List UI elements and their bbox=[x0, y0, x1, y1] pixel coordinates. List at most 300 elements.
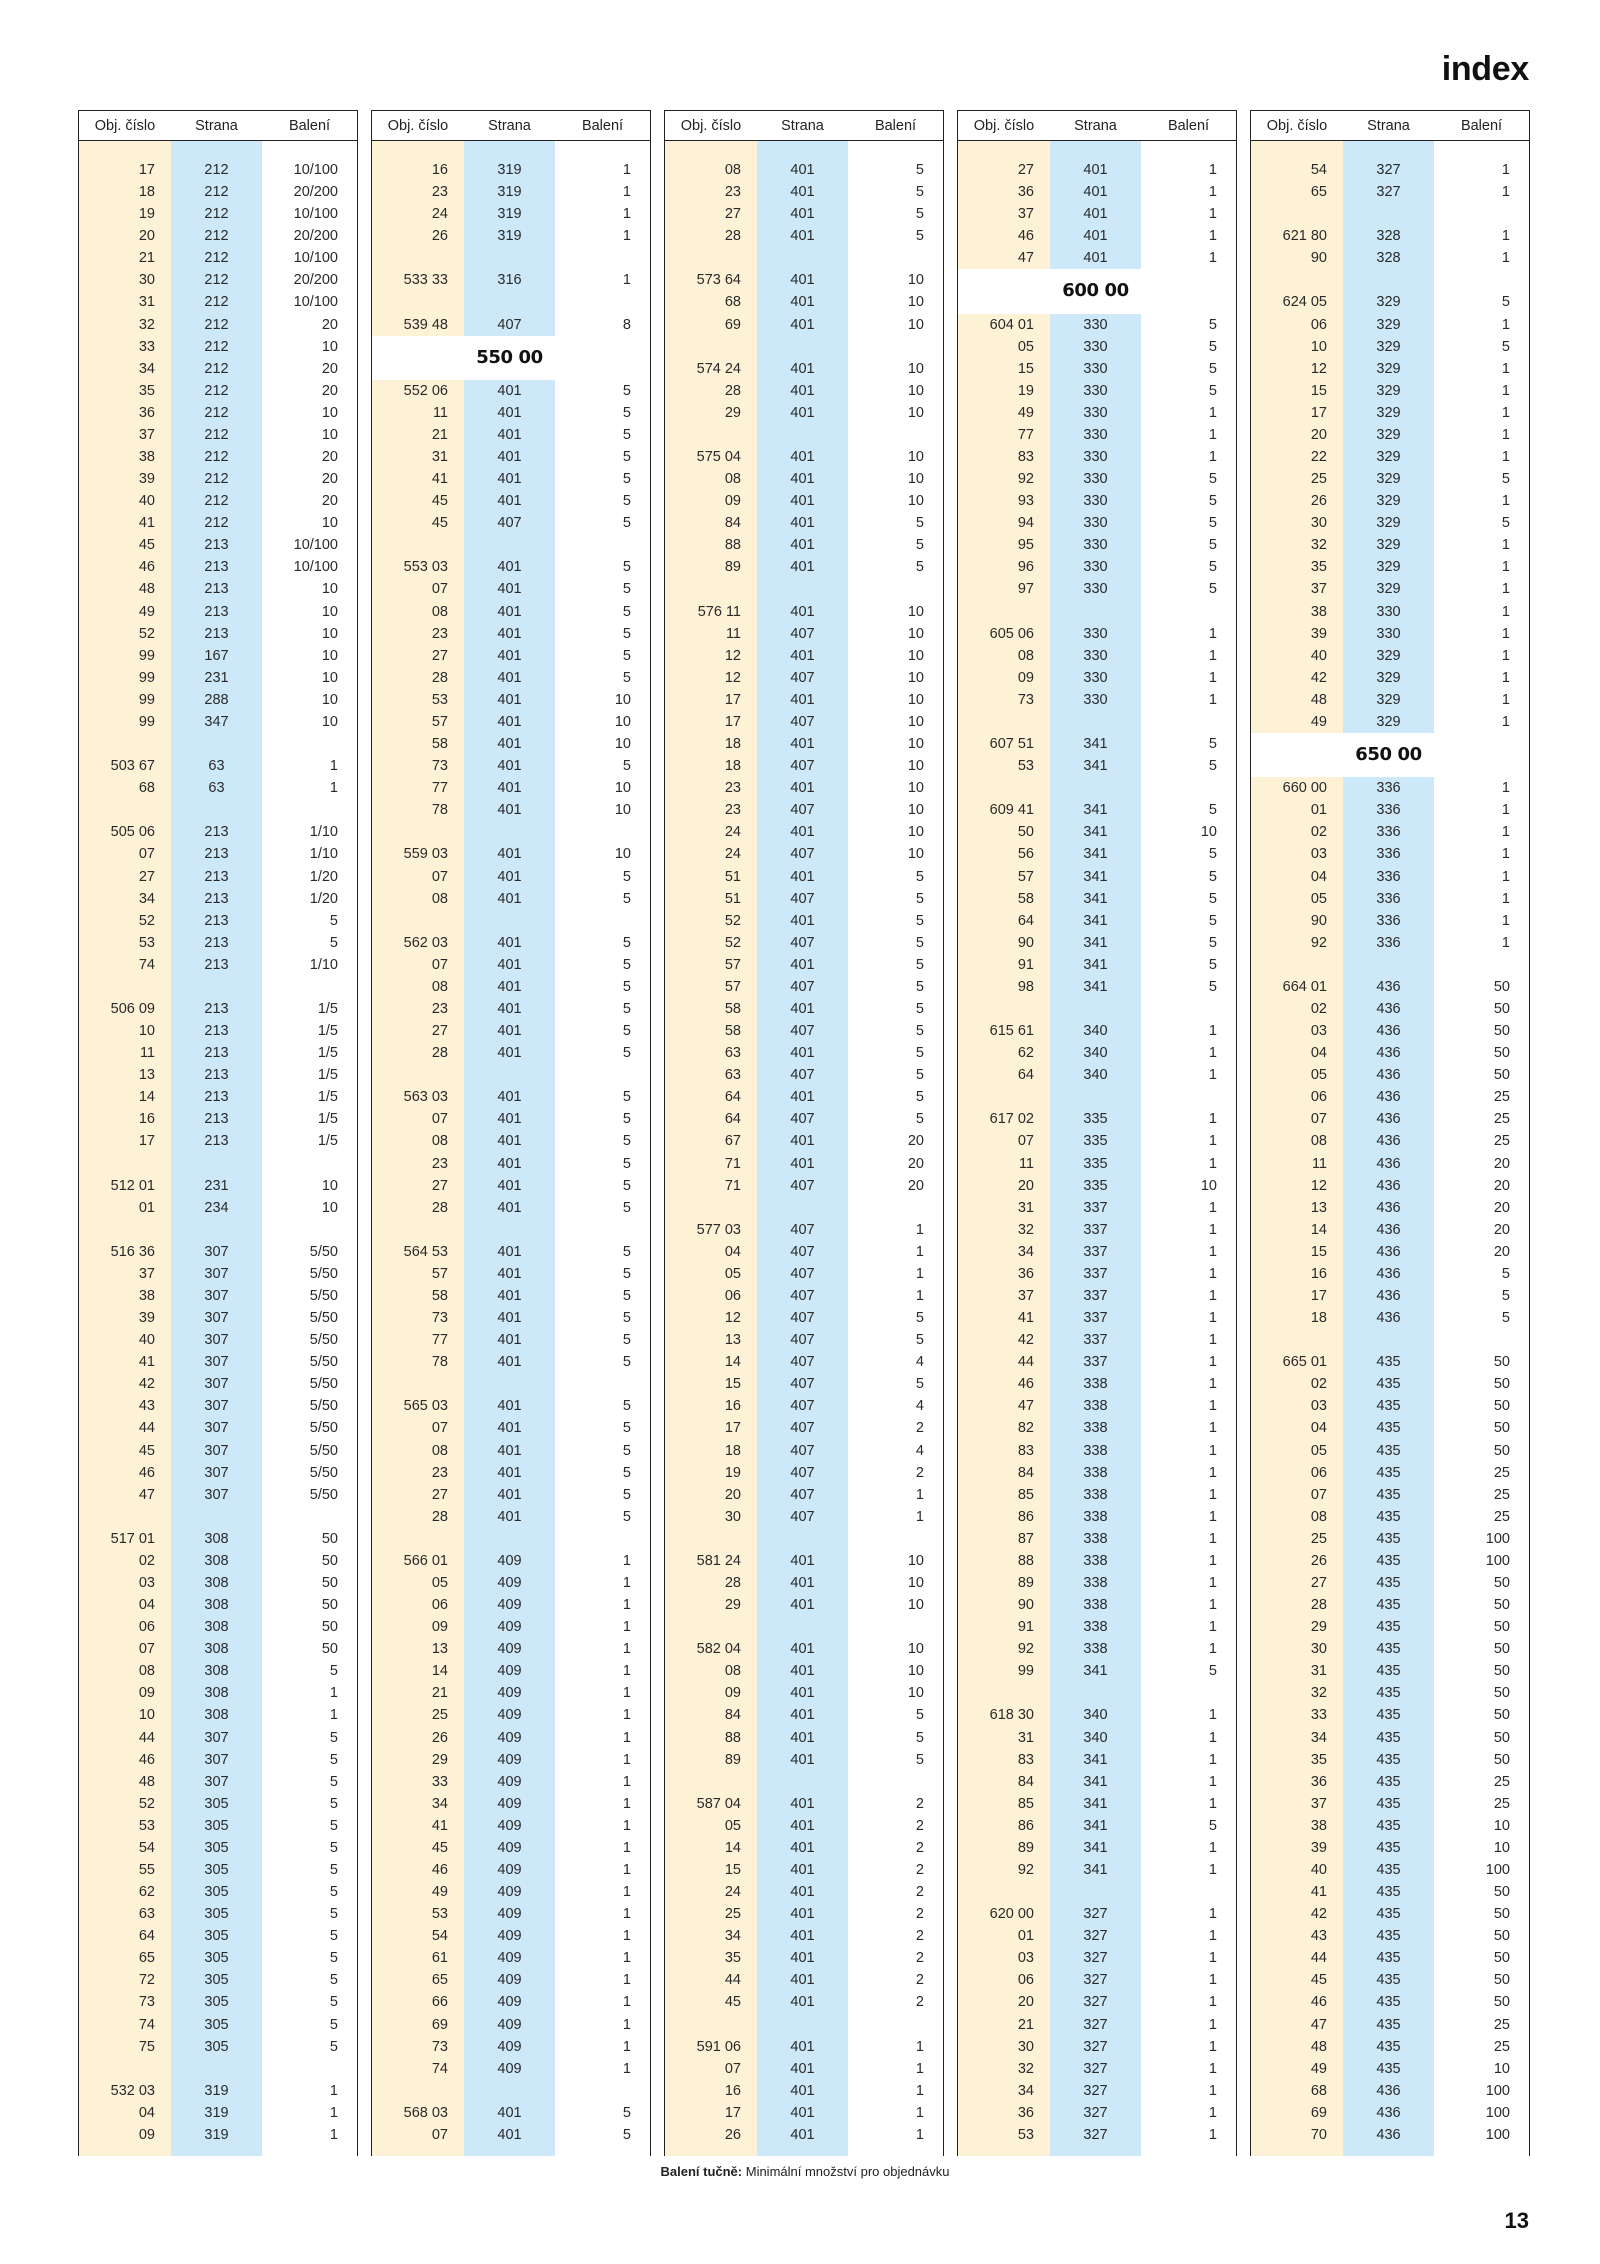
strana-cell: 336 bbox=[1376, 912, 1401, 929]
table-row bbox=[79, 1682, 357, 1704]
table-row bbox=[958, 1528, 1236, 1550]
table-row bbox=[79, 358, 357, 380]
obj-cislo-cell: 89 bbox=[724, 559, 741, 576]
baleni-cell: 1 bbox=[1208, 2060, 1217, 2077]
baleni-cell: 1 bbox=[1501, 647, 1510, 664]
baleni-cell: 5 bbox=[1501, 1310, 1510, 1327]
obj-cislo-cell: 92 bbox=[1017, 1862, 1034, 1879]
strana-cell: 305 bbox=[204, 1928, 229, 1945]
table-row bbox=[1251, 181, 1529, 203]
strana-cell: 401 bbox=[790, 1928, 815, 1945]
baleni-cell: 1/10 bbox=[309, 824, 338, 841]
table-row bbox=[79, 446, 357, 468]
strana-cell: 435 bbox=[1376, 1376, 1401, 1393]
baleni-cell: 50 bbox=[1493, 1376, 1510, 1393]
table-row bbox=[958, 578, 1236, 600]
obj-cislo-cell: 05 bbox=[724, 1265, 741, 1282]
strana-cell: 401 bbox=[790, 868, 815, 885]
strana-cell: 435 bbox=[1376, 1420, 1401, 1437]
obj-cislo-cell: 30 bbox=[1310, 1641, 1327, 1658]
strana-cell: 401 bbox=[790, 537, 815, 554]
table-row bbox=[372, 1484, 650, 1506]
table-row bbox=[1251, 314, 1529, 336]
footer-note-text: Minimální množství pro objednávku bbox=[745, 2164, 950, 2179]
table-row bbox=[958, 910, 1236, 932]
baleni-cell: 5 bbox=[622, 2126, 631, 2143]
strana-cell: 401 bbox=[497, 1398, 522, 1415]
strana-cell: 401 bbox=[790, 360, 815, 377]
strana-cell: 401 bbox=[790, 1133, 815, 1150]
obj-cislo-cell: 49 bbox=[1017, 404, 1034, 421]
baleni-cell: 1 bbox=[1208, 1530, 1217, 1547]
obj-cislo-cell: 46 bbox=[138, 1751, 155, 1768]
obj-cislo-cell: 77 bbox=[431, 780, 448, 797]
obj-cislo-cell: 86 bbox=[1017, 1508, 1034, 1525]
strana-cell: 407 bbox=[790, 1310, 815, 1327]
baleni-cell: 1 bbox=[622, 1575, 631, 1591]
obj-cislo-cell: 90 bbox=[1310, 912, 1327, 929]
baleni-cell: 1 bbox=[1208, 1729, 1217, 1746]
strana-cell: 213 bbox=[204, 1045, 229, 1062]
strana-cell: 401 bbox=[497, 2126, 522, 2143]
baleni-cell: 10 bbox=[907, 713, 924, 730]
baleni-cell: 5 bbox=[915, 1089, 924, 1106]
table-row bbox=[1251, 1108, 1529, 1130]
strana-cell: 401 bbox=[790, 1817, 815, 1834]
baleni-cell: 5 bbox=[1208, 736, 1217, 753]
baleni-cell: 1 bbox=[1208, 1486, 1217, 1503]
obj-cislo-cell: 27 bbox=[1017, 162, 1034, 178]
baleni-cell: 50 bbox=[1493, 1575, 1510, 1591]
baleni-cell: 20 bbox=[321, 471, 338, 488]
baleni-cell: 1 bbox=[1501, 846, 1510, 863]
obj-cislo-cell: 605 06 bbox=[989, 625, 1034, 642]
obj-cislo-cell: 20 bbox=[1310, 426, 1327, 443]
obj-cislo-cell: 607 51 bbox=[989, 736, 1034, 753]
obj-cislo-cell: 74 bbox=[138, 2016, 155, 2033]
table-row bbox=[1251, 2058, 1529, 2080]
strana-cell: 401 bbox=[790, 1575, 815, 1591]
strana-cell: 307 bbox=[204, 1486, 229, 1503]
baleni-cell: 1 bbox=[1208, 1575, 1217, 1591]
baleni-cell: 1 bbox=[1208, 1045, 1217, 1062]
table-row bbox=[665, 1660, 943, 1682]
obj-cislo-cell: 37 bbox=[1017, 206, 1034, 223]
baleni-cell: 10 bbox=[1200, 824, 1217, 841]
table-row bbox=[1251, 1130, 1529, 1152]
obj-cislo-cell: 27 bbox=[431, 1177, 448, 1194]
strana-cell: 401 bbox=[790, 1707, 815, 1724]
baleni-cell: 1 bbox=[1501, 382, 1510, 399]
obj-cislo-cell: 54 bbox=[138, 1839, 155, 1856]
table-row bbox=[79, 932, 357, 954]
strana-cell: 335 bbox=[1083, 1155, 1108, 1172]
table-row bbox=[79, 1727, 357, 1749]
baleni-cell: 5 bbox=[915, 890, 924, 907]
strana-cell: 409 bbox=[497, 1619, 522, 1636]
baleni-cell: 5 bbox=[622, 493, 631, 510]
baleni-cell: 10/100 bbox=[293, 294, 338, 311]
strana-cell: 401 bbox=[1083, 206, 1108, 223]
strana-cell: 409 bbox=[497, 1552, 522, 1569]
obj-cislo-cell: 37 bbox=[1310, 1795, 1327, 1812]
obj-cislo-cell: 46 bbox=[1310, 1994, 1327, 2011]
obj-cislo-cell: 44 bbox=[1017, 1354, 1034, 1371]
baleni-cell: 5 bbox=[1208, 360, 1217, 377]
obj-cislo-cell: 19 bbox=[1017, 382, 1034, 399]
baleni-cell: 10 bbox=[614, 691, 631, 708]
baleni-cell: 1 bbox=[1208, 1420, 1217, 1437]
strana-cell: 337 bbox=[1083, 1354, 1108, 1371]
table-row bbox=[958, 1395, 1236, 1417]
column-header-strana: Strana bbox=[195, 117, 238, 134]
blank-row bbox=[79, 1506, 357, 1528]
strana-cell: 401 bbox=[497, 691, 522, 708]
blank-row bbox=[665, 336, 943, 358]
obj-cislo-cell: 68 bbox=[1310, 2082, 1327, 2099]
baleni-cell: 10 bbox=[321, 1177, 338, 1194]
obj-cislo-cell: 566 01 bbox=[403, 1552, 448, 1569]
baleni-cell: 1 bbox=[1208, 1354, 1217, 1371]
baleni-cell: 5 bbox=[622, 426, 631, 443]
baleni-cell: 5 bbox=[622, 1464, 631, 1481]
obj-cislo-cell: 01 bbox=[1017, 1928, 1034, 1945]
strana-cell: 341 bbox=[1083, 846, 1108, 863]
table-row bbox=[958, 1925, 1236, 1947]
table-row bbox=[79, 512, 357, 534]
obj-cislo-cell: 38 bbox=[138, 1287, 155, 1304]
strana-cell: 401 bbox=[790, 1663, 815, 1680]
strana-cell: 409 bbox=[497, 2060, 522, 2077]
strana-cell: 401 bbox=[790, 780, 815, 797]
strana-cell: 212 bbox=[204, 294, 229, 311]
strana-cell: 212 bbox=[204, 250, 229, 267]
obj-cislo-cell: 98 bbox=[1017, 978, 1034, 995]
strana-cell: 337 bbox=[1083, 1221, 1108, 1238]
strana-cell: 319 bbox=[204, 2082, 229, 2099]
obj-cislo-cell: 04 bbox=[1310, 1420, 1327, 1437]
strana-cell: 213 bbox=[204, 1023, 229, 1040]
strana-cell: 307 bbox=[204, 1420, 229, 1437]
table-row bbox=[372, 1859, 650, 1881]
obj-cislo-cell: 14 bbox=[138, 1089, 155, 1106]
table-row bbox=[665, 1064, 943, 1086]
strana-cell: 407 bbox=[790, 1067, 815, 1084]
strana-cell: 435 bbox=[1376, 1685, 1401, 1702]
obj-cislo-cell: 581 24 bbox=[696, 1552, 741, 1569]
strana-cell: 407 bbox=[790, 802, 815, 819]
obj-cislo-cell: 89 bbox=[1017, 1839, 1034, 1856]
obj-cislo-cell: 48 bbox=[138, 581, 155, 598]
strana-cell: 401 bbox=[497, 1155, 522, 1172]
table-row bbox=[79, 1881, 357, 1903]
section-spacer bbox=[958, 269, 1050, 313]
obj-cislo-cell: 08 bbox=[431, 1133, 448, 1150]
strana-cell: 401 bbox=[790, 603, 815, 620]
table-row bbox=[958, 1793, 1236, 1815]
table-row bbox=[665, 1020, 943, 1042]
table-row bbox=[958, 755, 1236, 777]
obj-cislo-cell: 13 bbox=[138, 1067, 155, 1084]
baleni-cell: 5 bbox=[1208, 382, 1217, 399]
baleni-cell: 1 bbox=[1208, 404, 1217, 421]
table-row bbox=[958, 1947, 1236, 1969]
baleni-cell: 1 bbox=[915, 1287, 924, 1304]
obj-cislo-cell: 78 bbox=[431, 802, 448, 819]
strana-cell: 435 bbox=[1376, 1552, 1401, 1569]
strana-cell: 338 bbox=[1083, 1575, 1108, 1591]
blank-row bbox=[79, 1153, 357, 1175]
baleni-cell: 10 bbox=[907, 758, 924, 775]
baleni-cell: 1 bbox=[1208, 1972, 1217, 1989]
table-row bbox=[958, 225, 1236, 247]
baleni-cell: 10 bbox=[321, 404, 338, 421]
strana-cell: 307 bbox=[204, 1398, 229, 1415]
obj-cislo-cell: 20 bbox=[1017, 1994, 1034, 2011]
obj-cislo-cell: 573 64 bbox=[696, 272, 741, 289]
table-row bbox=[79, 1329, 357, 1351]
obj-cislo-cell: 24 bbox=[431, 206, 448, 223]
baleni-cell: 20 bbox=[907, 1155, 924, 1172]
strana-cell: 308 bbox=[204, 1663, 229, 1680]
obj-cislo-cell: 34 bbox=[138, 890, 155, 907]
baleni-cell: 10 bbox=[321, 426, 338, 443]
strana-cell: 401 bbox=[497, 713, 522, 730]
obj-cislo-cell: 46 bbox=[138, 1464, 155, 1481]
baleni-cell: 50 bbox=[1493, 1398, 1510, 1415]
obj-cislo-cell: 08 bbox=[724, 1663, 741, 1680]
obj-cislo-cell: 14 bbox=[724, 1354, 741, 1371]
index-table-1 bbox=[78, 110, 358, 2156]
baleni-cell: 1 bbox=[1501, 868, 1510, 885]
baleni-cell: 25 bbox=[1493, 1508, 1510, 1525]
obj-cislo-cell: 61 bbox=[431, 1950, 448, 1967]
strana-cell: 435 bbox=[1376, 1464, 1401, 1481]
table-row bbox=[665, 446, 943, 468]
obj-cislo-cell: 74 bbox=[431, 2060, 448, 2077]
table-row bbox=[79, 1417, 357, 1439]
strana-cell: 307 bbox=[204, 1464, 229, 1481]
table-row bbox=[665, 1925, 943, 1947]
baleni-cell: 25 bbox=[1493, 2038, 1510, 2055]
strana-cell: 212 bbox=[204, 206, 229, 223]
table-row bbox=[665, 203, 943, 225]
strana-cell: 401 bbox=[790, 493, 815, 510]
table-row bbox=[79, 534, 357, 556]
baleni-cell: 5 bbox=[622, 647, 631, 664]
baleni-cell: 5 bbox=[622, 1287, 631, 1304]
strana-cell: 401 bbox=[790, 184, 815, 201]
obj-cislo-cell: 08 bbox=[431, 890, 448, 907]
baleni-cell: 5 bbox=[915, 162, 924, 178]
table-row bbox=[79, 954, 357, 976]
baleni-cell: 1 bbox=[1208, 2038, 1217, 2055]
obj-cislo-cell: 35 bbox=[138, 382, 155, 399]
baleni-cell: 10 bbox=[907, 1597, 924, 1614]
table-row bbox=[372, 1616, 650, 1638]
strana-cell: 401 bbox=[497, 868, 522, 885]
baleni-cell: 2 bbox=[915, 1795, 924, 1812]
obj-cislo-cell: 17 bbox=[724, 691, 741, 708]
strana-cell: 308 bbox=[204, 1685, 229, 1702]
baleni-cell: 2 bbox=[915, 1994, 924, 2011]
table-row bbox=[665, 1815, 943, 1837]
strana-cell: 327 bbox=[1083, 2016, 1108, 2033]
table-row bbox=[665, 1550, 943, 1572]
obj-cislo-cell: 34 bbox=[1310, 1729, 1327, 1746]
table-row bbox=[1251, 159, 1529, 181]
table-row bbox=[372, 777, 650, 799]
table-row bbox=[665, 1947, 943, 1969]
baleni-cell: 20/200 bbox=[293, 272, 338, 289]
obj-cislo-cell: 57 bbox=[431, 713, 448, 730]
table-row bbox=[958, 336, 1236, 358]
obj-cislo-cell: 41 bbox=[1310, 1884, 1327, 1901]
table-row bbox=[665, 866, 943, 888]
strana-cell: 340 bbox=[1083, 1023, 1108, 1040]
obj-cislo-cell: 57 bbox=[1017, 868, 1034, 885]
baleni-cell: 1 bbox=[1501, 780, 1510, 797]
table-row bbox=[665, 1351, 943, 1373]
baleni-cell: 1/5 bbox=[317, 1089, 338, 1106]
baleni-cell: 10/100 bbox=[293, 250, 338, 267]
strana-cell: 401 bbox=[497, 780, 522, 797]
obj-cislo-cell: 29 bbox=[724, 1597, 741, 1614]
table-row bbox=[1251, 1925, 1529, 1947]
baleni-cell: 1 bbox=[622, 1773, 631, 1790]
table-row bbox=[958, 2014, 1236, 2036]
strana-cell: 330 bbox=[1083, 515, 1108, 532]
table-row bbox=[372, 1638, 650, 1660]
table-row bbox=[665, 159, 943, 181]
table-row bbox=[958, 976, 1236, 998]
obj-cislo-cell: 17 bbox=[724, 713, 741, 730]
strana-cell: 409 bbox=[497, 1707, 522, 1724]
table-row bbox=[1251, 1263, 1529, 1285]
baleni-cell: 50 bbox=[1493, 1950, 1510, 1967]
obj-cislo-cell: 23 bbox=[724, 802, 741, 819]
strana-cell: 212 bbox=[204, 426, 229, 443]
baleni-cell: 5 bbox=[1208, 868, 1217, 885]
table-row bbox=[958, 2036, 1236, 2058]
strana-cell: 330 bbox=[1083, 382, 1108, 399]
obj-cislo-cell: 03 bbox=[1310, 1398, 1327, 1415]
table-row bbox=[665, 1638, 943, 1660]
baleni-cell: 50 bbox=[321, 1530, 338, 1547]
table-row bbox=[372, 601, 650, 623]
obj-cislo-cell: 65 bbox=[138, 1950, 155, 1967]
baleni-cell: 20 bbox=[1493, 1243, 1510, 1260]
obj-cislo-cell: 08 bbox=[431, 978, 448, 995]
obj-cislo-cell: 33 bbox=[431, 1773, 448, 1790]
obj-cislo-cell: 576 11 bbox=[697, 603, 741, 620]
table-row bbox=[79, 1660, 357, 1682]
table-row bbox=[1251, 1594, 1529, 1616]
table-row bbox=[79, 689, 357, 711]
obj-cislo-cell: 17 bbox=[1310, 1287, 1327, 1304]
table-row bbox=[79, 336, 357, 358]
strana-cell: 401 bbox=[1083, 184, 1108, 201]
column-header-obj-cislo: Obj. číslo bbox=[387, 117, 449, 134]
strana-cell: 401 bbox=[790, 515, 815, 532]
table-row bbox=[665, 1903, 943, 1925]
obj-cislo-cell: 17 bbox=[724, 2104, 741, 2121]
baleni-cell: 10 bbox=[907, 625, 924, 642]
baleni-cell: 25 bbox=[1493, 1795, 1510, 1812]
baleni-cell: 5 bbox=[622, 868, 631, 885]
table-row bbox=[372, 269, 650, 291]
strana-cell: 319 bbox=[204, 2126, 229, 2143]
table-row bbox=[372, 1042, 650, 1064]
table-row bbox=[958, 358, 1236, 380]
strana-cell: 401 bbox=[790, 912, 815, 929]
baleni-cell: 5 bbox=[329, 1839, 338, 1856]
table-row bbox=[79, 1704, 357, 1726]
strana-cell: 407 bbox=[790, 625, 815, 642]
blank-row bbox=[79, 2058, 357, 2080]
table-row bbox=[665, 1462, 943, 1484]
baleni-cell: 100 bbox=[1485, 1530, 1510, 1547]
baleni-cell: 1 bbox=[1501, 912, 1510, 929]
baleni-cell: 5 bbox=[1208, 559, 1217, 576]
obj-cislo-cell: 16 bbox=[1310, 1265, 1327, 1282]
obj-cislo-cell: 562 03 bbox=[403, 934, 448, 951]
table-row bbox=[79, 998, 357, 1020]
obj-cislo-cell: 09 bbox=[138, 2126, 155, 2143]
baleni-cell: 1/5 bbox=[317, 1133, 338, 1150]
obj-cislo-cell: 45 bbox=[1310, 1972, 1327, 1989]
strana-cell: 435 bbox=[1376, 1641, 1401, 1658]
obj-cislo-cell: 47 bbox=[1017, 1398, 1034, 1415]
obj-cislo-cell: 46 bbox=[431, 1862, 448, 1879]
table-row bbox=[1251, 1373, 1529, 1395]
baleni-cell: 1 bbox=[622, 1707, 631, 1724]
baleni-cell: 10 bbox=[321, 515, 338, 532]
baleni-cell: 5 bbox=[915, 1310, 924, 1327]
baleni-cell: 50 bbox=[1493, 1928, 1510, 1945]
obj-cislo-cell: 07 bbox=[724, 2060, 741, 2077]
section-spacer bbox=[372, 336, 464, 380]
baleni-cell: 10 bbox=[907, 669, 924, 686]
table-row bbox=[372, 490, 650, 512]
baleni-cell: 1 bbox=[1501, 824, 1510, 841]
table-row bbox=[79, 843, 357, 865]
table-row bbox=[1251, 1462, 1529, 1484]
strana-cell: 401 bbox=[1083, 162, 1108, 178]
table-row bbox=[372, 225, 650, 247]
baleni-cell: 1 bbox=[1501, 890, 1510, 907]
baleni-cell: 10 bbox=[907, 449, 924, 466]
table-row bbox=[372, 1793, 650, 1815]
obj-cislo-cell: 26 bbox=[431, 228, 448, 245]
obj-cislo-cell: 64 bbox=[1017, 912, 1034, 929]
strana-cell: 212 bbox=[204, 404, 229, 421]
obj-cislo-cell: 36 bbox=[1017, 184, 1034, 201]
baleni-cell: 50 bbox=[321, 1575, 338, 1591]
obj-cislo-cell: 10 bbox=[1310, 338, 1327, 355]
obj-cislo-cell: 75 bbox=[138, 2038, 155, 2055]
obj-cislo-cell: 34 bbox=[138, 360, 155, 377]
strana-cell: 319 bbox=[204, 2104, 229, 2121]
strana-cell: 409 bbox=[497, 1972, 522, 1989]
baleni-cell: 5 bbox=[622, 1177, 631, 1194]
obj-cislo-cell: 574 24 bbox=[696, 360, 741, 377]
table-row bbox=[1251, 247, 1529, 269]
obj-cislo-cell: 46 bbox=[1017, 228, 1034, 245]
table-row bbox=[958, 1241, 1236, 1263]
table-body bbox=[958, 141, 1236, 2156]
table-row bbox=[1251, 1351, 1529, 1373]
